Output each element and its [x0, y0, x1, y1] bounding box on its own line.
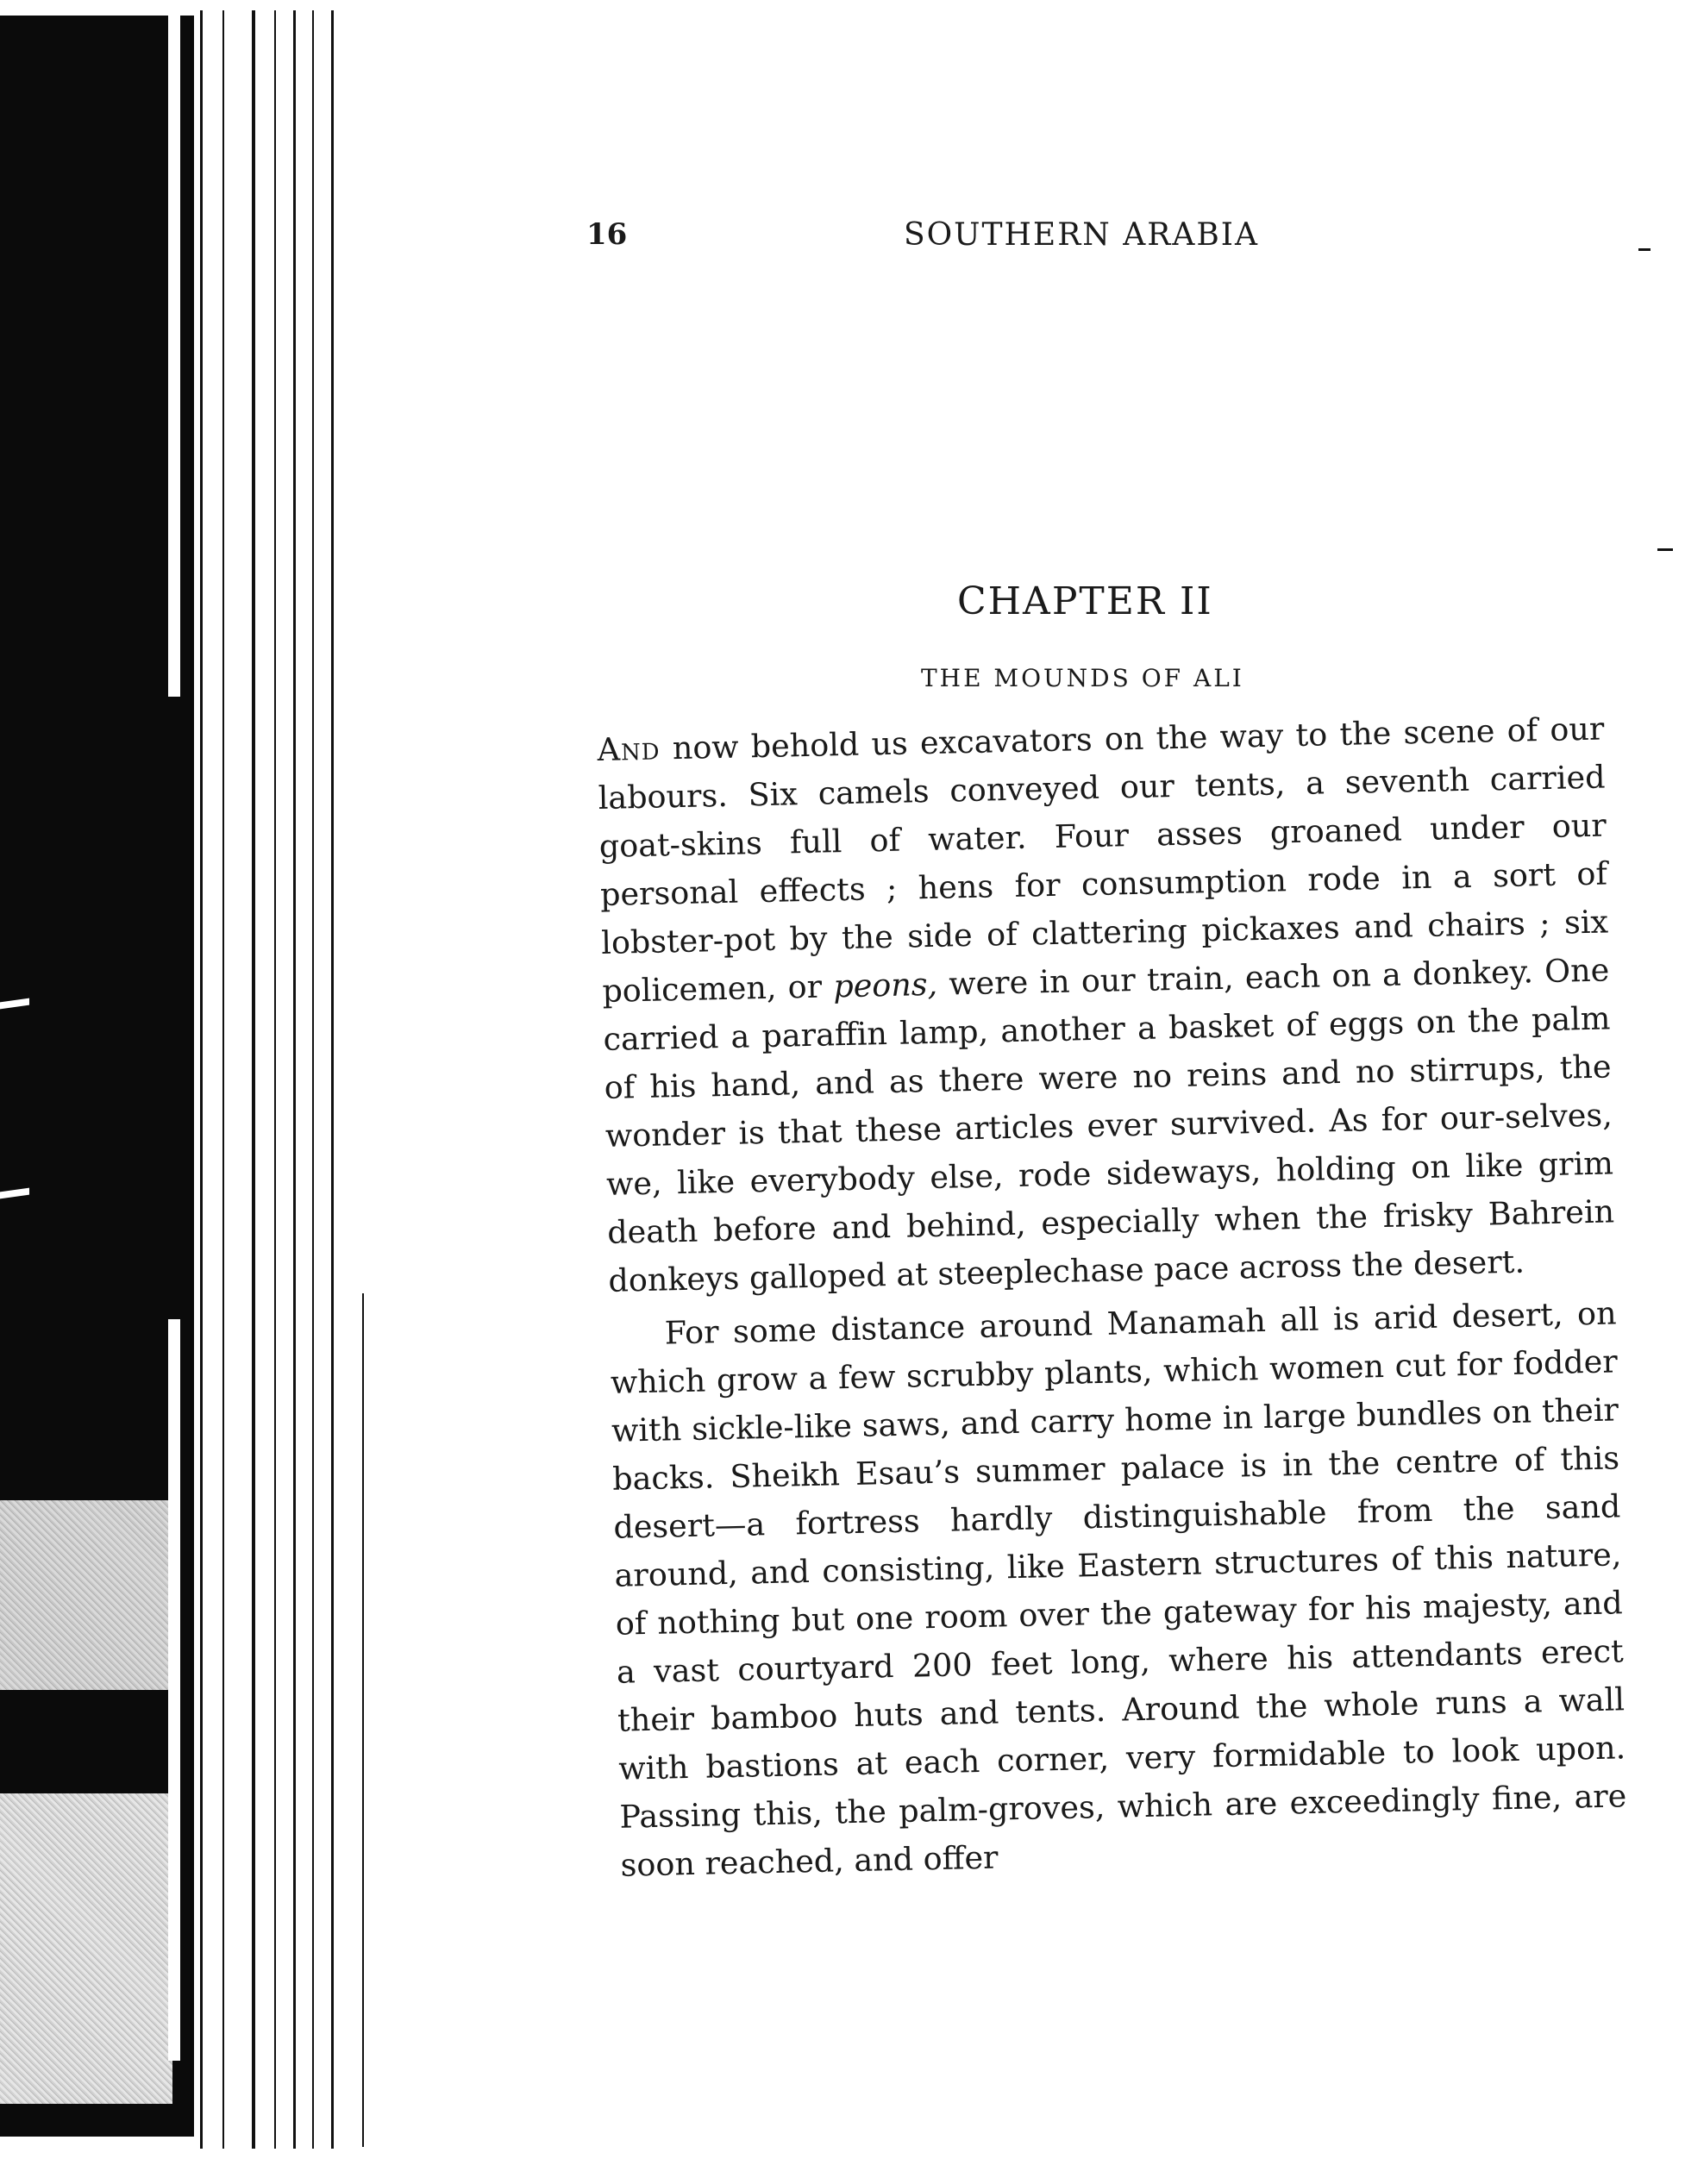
page-edge-line: [222, 10, 224, 2149]
paragraph: [597, 705, 1616, 1305]
gutter-highlight: [168, 1319, 180, 2061]
gutter-speckle: [0, 1500, 172, 1690]
gutter-speckle: [0, 1793, 172, 2104]
chapter-title: CHAPTER II: [957, 579, 1213, 623]
page-edge-line: [312, 10, 314, 2149]
running-title: SOUTHERN ARABIA: [904, 217, 1260, 253]
running-head: [0, 217, 1685, 252]
paragraph-text: were in our train, each on a donkey. One carried a paraffin lamp, another a basket of eggs on the palm of his hand, and as there were no reins and no stirrups, the wonder is that these articles ever survived. As for our-selves, we, like everybody else, rode sideways, holding on like grim death before and behind, especially when the frisky Bahrein donkeys galloped at steeplechase pace across the desert.: [603, 951, 1615, 1299]
scan-mark: [1638, 248, 1651, 251]
body-text: [597, 705, 1628, 1890]
page-edge-line: [274, 10, 276, 2149]
italic-term: peons,: [832, 965, 938, 1005]
paragraph-lead-word: And: [597, 729, 661, 768]
scan-mark: [1657, 548, 1673, 551]
page-edge-line: [362, 1293, 364, 2147]
page-number: 16: [586, 217, 628, 252]
gutter-highlight: [168, 16, 180, 697]
page-edge-line: [200, 10, 203, 2149]
page-edge-line: [252, 10, 255, 2149]
page-edge-line: [293, 10, 296, 2149]
page-edge-line: [331, 10, 334, 2149]
paragraph-text: now behold us excavators on the way to the scene of our labours. Six camels conveyed our tents, a seventh carried goat-skins full of water. Four asses groaned under our personal effects ; hens for consumption rode in a sort of lobster-pot by the side of clattering pickaxes and chairs ; six policemen, or: [598, 710, 1609, 1010]
paragraph: For some distance around Manamah all is arid desert, on which grow a few scrubby plants, which women cut for fodder with sickle-like saws, and carry home in large bundles on their backs. Sheikh Esau’s summer palace is in the centre of this desert—a fortress hardly distinguishable from the sand around, and consisting, like Eastern structures of this nature, of nothing but one room over the gateway for his majesty, and a vast courtyard 200 feet long, where his attendants erect their bamboo huts and tents. Around the whole runs a wall with bastions at each corner, very formidable to look upon. Passing this, the palm-groves, which are exceedingly fine, are soon reached, and offer: [610, 1294, 1627, 1884]
chapter-subtitle: THE MOUNDS OF ALI: [921, 664, 1244, 692]
book-binding-gutter: [0, 0, 397, 2184]
